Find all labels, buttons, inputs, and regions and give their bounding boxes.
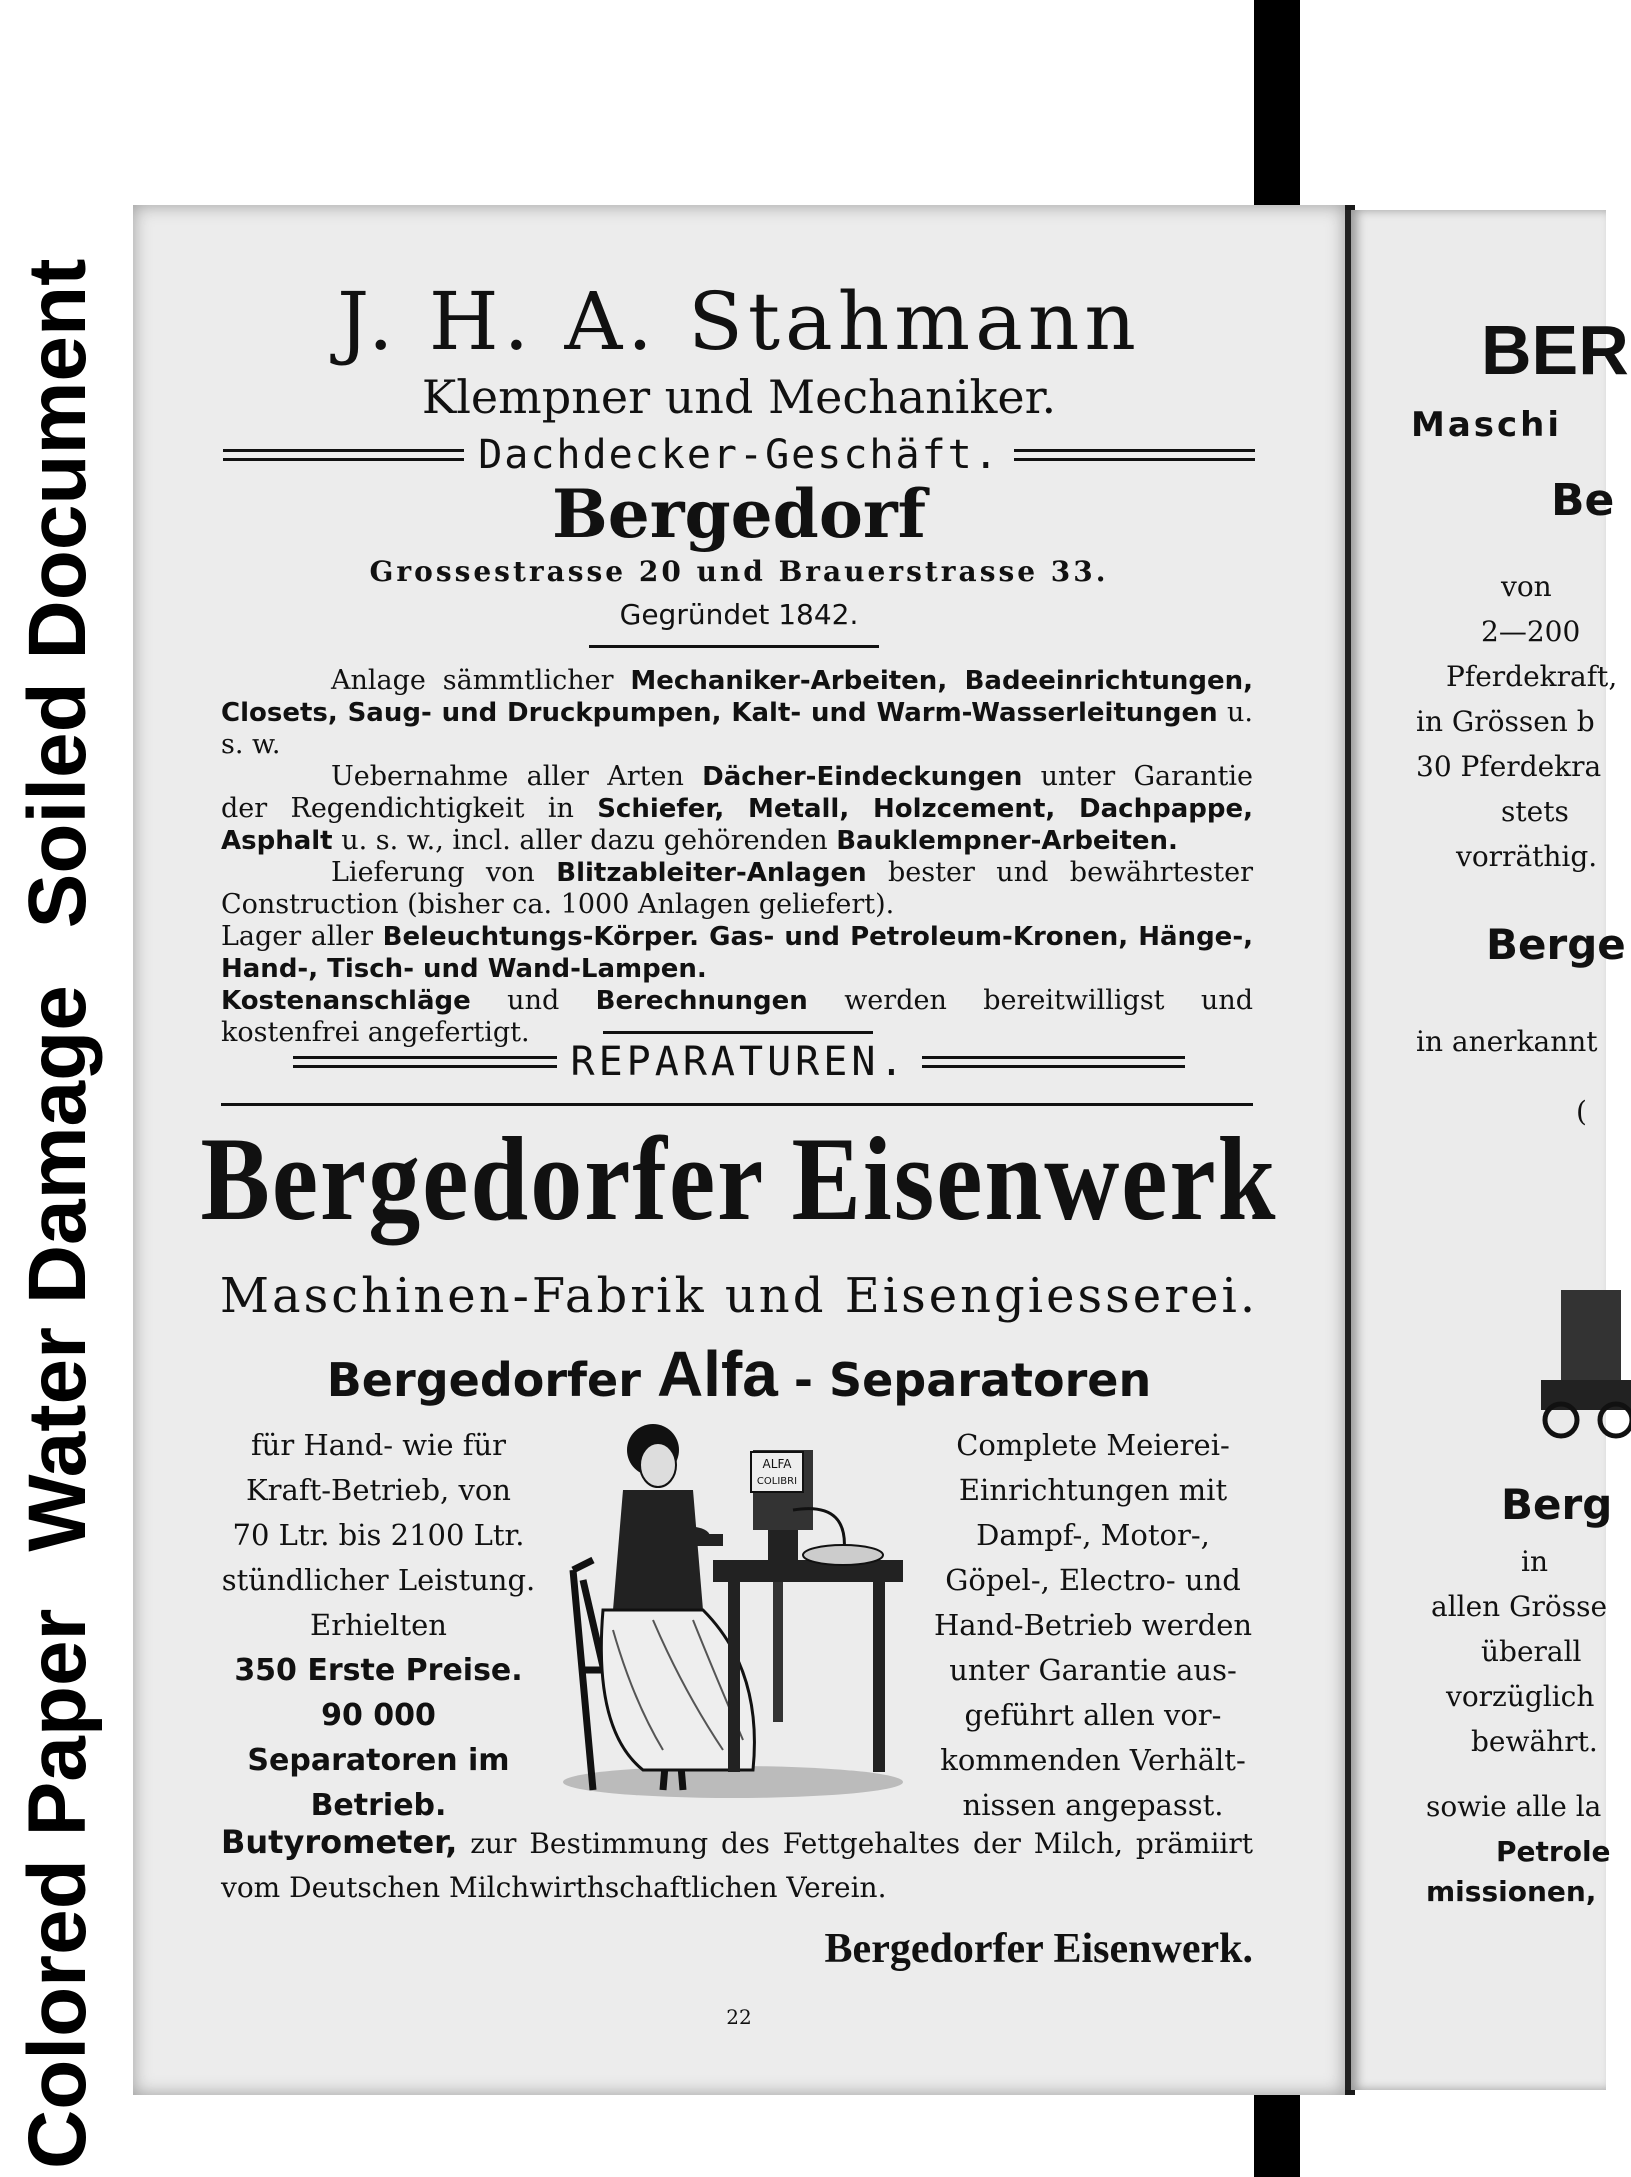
section-divider — [221, 1103, 1253, 1106]
services-text — [221, 665, 1253, 1049]
next-page-line: stets — [1501, 795, 1569, 828]
text-line-bold: Separatoren im — [247, 1743, 510, 1778]
text-line: kommenden Verhält- — [940, 1743, 1246, 1777]
next-page-line: 2—200 — [1481, 615, 1581, 648]
text-line: Erhielten — [310, 1608, 447, 1642]
label-soiled-document: Soiled Document — [12, 258, 103, 929]
double-rule-right — [922, 1056, 1186, 1068]
signature: Bergedorfer Eisenwerk. — [824, 1926, 1253, 1972]
document-page — [133, 205, 1355, 2095]
double-rule-right — [1014, 449, 1255, 461]
founded-line: Gegründet 1842. — [619, 598, 859, 631]
next-page-line: missionen, — [1426, 1875, 1597, 1908]
product-post: - Separatoren — [793, 1353, 1152, 1407]
text-line: Einrichtungen mit — [958, 1473, 1228, 1507]
text-line: stündlicher Leistung. — [221, 1563, 536, 1597]
product-brand: Alfa — [656, 1338, 778, 1410]
left-column — [221, 1423, 536, 1828]
next-page-line: vorräthig. — [1456, 840, 1598, 873]
text-line: geführt allen vor- — [964, 1698, 1222, 1732]
services-paragraph: Uebernahme aller Arten Dächer-Eindeckungen unter Garantie der Regendichtigkeit in Schiefer, Metall, Holzcement, Dachpappe, Asphalt u. s. w., incl. aller dazu gehörenden Bauklempner-Arbeiten. — [221, 761, 1254, 856]
text-line: unter Garantie aus- — [949, 1653, 1237, 1687]
text-line: Dampf-, Motor-, — [976, 1518, 1210, 1552]
text-line: für Hand- wie für — [250, 1428, 507, 1462]
text-line-bold: Betrieb. — [310, 1788, 447, 1823]
label-colored-paper: Colored Paper — [12, 1608, 103, 2169]
machine-label-1: ALFA — [762, 1457, 792, 1471]
services-paragraph: Lager aller Beleuchtungs-Körper. Gas- und Petroleum-Kronen, Hänge-, Hand-, Tisch- und Wand-Lampen. — [221, 921, 1253, 984]
next-page-line: BER — [1481, 311, 1629, 389]
trade-title: Dachdecker-Geschäft. — [478, 432, 1000, 478]
product-line — [133, 1337, 1345, 1411]
next-page-line: ( — [1576, 1095, 1587, 1128]
label-water-damage: Water Damage — [12, 985, 103, 1552]
next-page-line: bewährt. — [1471, 1725, 1598, 1758]
text-line-bold: 90 000 — [321, 1698, 436, 1733]
text-line: Göpel-, Electro- und — [945, 1563, 1241, 1597]
next-page-line: überall — [1481, 1635, 1582, 1668]
text-line: 70 Ltr. bis 2100 Ltr. — [232, 1518, 525, 1552]
next-page-line: in — [1521, 1545, 1548, 1578]
firm-subtitle: Klempner und Mechaniker. — [421, 370, 1057, 424]
divider — [603, 1031, 873, 1034]
next-page-line: Berg — [1501, 1480, 1613, 1529]
next-page-line: Berge — [1486, 920, 1626, 969]
separator-illustration — [553, 1410, 913, 1800]
next-page-line: sowie alle la — [1426, 1790, 1602, 1823]
repairs-title: REPARATUREN. — [570, 1039, 908, 1085]
next-page-line: von — [1501, 570, 1552, 603]
machine-label-2: COLIBRI — [756, 1476, 798, 1487]
text-line: Complete Meierei- — [956, 1428, 1230, 1462]
divider — [589, 645, 879, 648]
company-title: Bergedorfer Eisenwerk — [200, 1113, 1278, 1246]
services-paragraph: Kostenanschläge und Berechnungen werden bereitwilligst und kostenfrei angefertigt. — [221, 985, 1253, 1048]
firm-name: J. H. A. Stahmann — [337, 275, 1141, 368]
text-line: nissen angepasst. — [962, 1788, 1224, 1822]
next-page-line: Pferdekraft, — [1446, 660, 1618, 693]
text-line: Hand-Betrieb werden — [933, 1608, 1253, 1642]
next-page-line: vorzüglich — [1446, 1680, 1595, 1713]
text-line: Kraft-Betrieb, von — [246, 1473, 511, 1507]
services-paragraph: Anlage sämmtlicher Mechaniker-Arbeiten, Badeeinrichtungen, Closets, Saug- und Druckpumpen, Kalt- und Warm-Wasserleitungen u. s. w. — [221, 665, 1253, 760]
right-column — [933, 1423, 1253, 1828]
product-pre: Bergedorfer — [326, 1353, 641, 1407]
next-page-line: Maschi — [1411, 405, 1563, 445]
double-rule-left — [223, 449, 464, 461]
text-line-bold: 350 Erste Preise. — [234, 1653, 523, 1688]
double-rule-left — [293, 1056, 557, 1068]
city-title: Bergedorf — [551, 475, 927, 553]
repairs-banner — [293, 1037, 1185, 1087]
next-page-line: allen Grösse — [1431, 1590, 1608, 1623]
address: Grossestrasse 20 und Brauerstrasse 33. — [369, 555, 1109, 588]
vehicle-illustration — [1541, 1290, 1631, 1440]
trade-banner — [223, 430, 1255, 480]
next-page-fragment — [1345, 210, 1629, 2090]
butyrometer-text: Butyrometer, zur Bestimmung des Fettgehaltes der Milch, prämiirt vom Deutschen Milchwirthschaftlichen Verein. — [221, 1823, 1253, 1904]
next-page-line: in anerkannt — [1416, 1025, 1598, 1058]
next-page-line: 30 Pferdekra — [1416, 750, 1602, 783]
next-page-line: Be — [1551, 475, 1615, 526]
company-subtitle: Maschinen-Fabrik und Eisengiesserei. — [219, 1268, 1259, 1324]
side-label-strip — [8, 19, 108, 2169]
next-page-line: in Grössen b — [1416, 705, 1595, 738]
next-page-line: Petrole — [1496, 1835, 1611, 1868]
page-number: 22 — [726, 2005, 752, 2029]
services-paragraph: Lieferung von Blitzableiter-Anlagen bester und bewährtester Construction (bisher ca. 1000 Anlagen geliefert). — [221, 857, 1253, 920]
